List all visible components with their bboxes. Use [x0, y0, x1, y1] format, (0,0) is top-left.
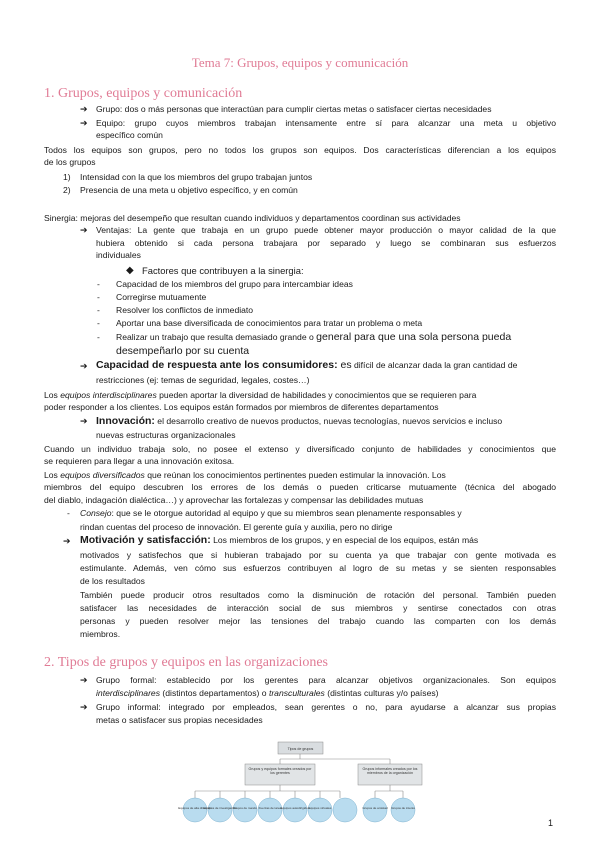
innovacion-line1 [96, 416, 502, 427]
factor-5-part-a: Realizar un trabajo que resulta demasiado grande o [116, 332, 317, 342]
ventajas-line3: individuales [96, 250, 141, 260]
diagram-leaf [391, 798, 415, 822]
diamond-bullet-icon: ◆ [126, 265, 134, 276]
intro-line2: de los grupos [44, 157, 96, 167]
diversif-pre: Los [44, 470, 61, 480]
motivacion-line1 [80, 535, 478, 546]
page-title: Tema 7: Grupos, equipos y comunicación [191, 55, 409, 70]
cuando-line2: se requieren para llegar a una innovación exitosa. [44, 456, 235, 466]
interdisc-line2: poder responder a los clientes. Los equipos están formados por miembros de diferentes departamentos [44, 402, 439, 412]
group-types-diagram [175, 738, 425, 838]
arrow-icon: ➔ [80, 104, 88, 114]
innovacion-rest: el desarrollo creativo de nuevos productos, nuevas tecnologías, nuevos servicios e incluso [154, 416, 503, 426]
cuando-line1: Cuando un individuo trabaja solo, no posee el extenso y diversificado conjunto de habilidades y conocimientos que [44, 444, 556, 454]
interdisc-line1 [44, 390, 476, 401]
tambien-line2: satisfacer las necesidades de interacción social de sus miembros y sentirse conectados con otras [80, 603, 556, 613]
diagram-leaf-label: Equipos autodirigidos [280, 806, 310, 810]
consejo-line1 [80, 508, 462, 519]
dash-marker: - [97, 292, 100, 302]
formal-text-1: (distintos departamentos) o [160, 688, 269, 698]
factor-item: Capacidad de los miembros del grupo para intercambiar ideas [116, 279, 353, 289]
innovacion-label: Innovación: [96, 415, 155, 427]
motivacion-rest: Los miembros de los grupos, y en especial de los equipos, están más [210, 535, 479, 545]
diagram-root-label: Tipos de grupos [287, 747, 314, 751]
motivacion-line2: motivados y satisfechos que si hubieran trabajado por su cuenta ya que trabajar con gente motivada es [80, 550, 556, 560]
interdisc-post: pueden aportar la diversidad de habilidades y conocimientos que se requieren para [156, 390, 477, 400]
tambien-line3: personas y pueden resolver mejor las tensiones del trabajo cuando las comparten con los demás [80, 616, 556, 626]
arrow-icon: ➔ [80, 416, 88, 426]
motivacion-line3: estimulante. Además, ven cómo sus esfuerzos contribuyen al logro de su metas y se sienten responsables [80, 563, 556, 573]
grupo-informal-line2: metas o satisfacer sus propias necesidades [96, 715, 263, 725]
ventajas-line2: hubiera obtenido si cada persona trabajara por separado y luego se combinaran sus esfuerzos [96, 238, 556, 248]
grupo-formal-line1: Grupo formal: establecido por los gerentes para alcanzar objetivos organizacionales. Son equipos [96, 675, 556, 685]
tambien-line4: miembros. [80, 629, 121, 639]
diagram-leaf-label: Fuerzas de tarea [258, 806, 282, 810]
diagram-leaf [258, 798, 282, 822]
diagram-leaf [183, 798, 207, 822]
motivacion-label: Motivación y satisfacción: [80, 534, 211, 546]
dash-marker: - [67, 508, 70, 518]
formal-text-2: (distintas culturas y/o países) [324, 688, 439, 698]
capacidad-rest: difícil de alcanzar dada la gran cantidad de [351, 360, 518, 370]
numbered-item: Presencia de una meta u objetivo específico, y en común [80, 185, 298, 195]
diagram-leaf-label: Equipos virtuales [308, 806, 332, 810]
diagram-informal-label: Grupos informales creados por los miembros de la organización [362, 767, 418, 775]
capacidad-line1 [96, 360, 517, 371]
factor-item-5-line2: desempeñarlo por su cuenta [116, 345, 250, 357]
def-equipo-line2: específico común [96, 130, 163, 140]
section-2-heading: 2. Tipos de grupos y equipos en las organizaciones [44, 655, 328, 670]
dash-marker: - [97, 332, 100, 342]
dash-marker: - [97, 279, 100, 289]
factor-item: Corregirse mutuamente [116, 292, 207, 302]
innovacion-line2: nuevas estructuras organizacionales [96, 430, 236, 440]
dash-marker: - [97, 318, 100, 328]
diagram-leaf-label: Equipos de investigación [203, 806, 237, 810]
page-number: 1 [548, 818, 554, 828]
diversif-line2: miembros del equipo descubren los errores de los demás o pueden criticarse mutuamente (técnica del abogado [44, 482, 556, 492]
diversif-post: que reúnan los conocimientos pertinentes pueden estimular la innovación. Los [144, 470, 446, 480]
diagram-leaf-label: Grupos de amistad [362, 806, 388, 810]
diagram-formal-label: Grupos y equipos formales creados por los gerentes [248, 767, 312, 775]
arrow-icon: ➔ [80, 675, 88, 685]
diagram-leaf [308, 798, 332, 822]
diagram-leaf [208, 798, 232, 822]
arrow-icon: ➔ [80, 702, 88, 712]
capacidad-line2: restricciones (ej: temas de seguridad, legales, costes…) [96, 375, 310, 385]
numbered-marker: 2) [63, 185, 71, 195]
intro-line1: Todos los equipos son grupos, pero no todos los grupos son equipos. Dos características diferencian a los equipos [44, 145, 556, 155]
diagram-leaf [283, 798, 307, 822]
dash-marker: - [97, 305, 100, 315]
capacidad-es: es [337, 359, 352, 371]
formal-em-1: interdisciplinares [96, 688, 161, 698]
diversif-line3: del diablo, indagación dialéctica…) y aprovechar las fortalezas y compensar las debilidades mutuas [44, 495, 424, 505]
formal-em-2: transculturales [268, 688, 325, 698]
motivacion-line4: de los resultados [80, 576, 145, 586]
diagram-leaf-label: Grupos de interés [391, 806, 415, 810]
arrow-icon: ➔ [80, 118, 88, 128]
grupo-formal-line2 [96, 688, 439, 699]
consejo-rest: : que se le otorgue autoridad al equipo y que su miembros sean plenamente responsables y [111, 508, 462, 518]
numbered-marker: 1) [63, 172, 71, 182]
ventajas-line1: Ventajas: La gente que trabaja en un grupo puede obtener mayor producción o mayor calidad de la que [96, 225, 556, 235]
consejo-line2: rindan cuentas del proceso de innovación. El gerente guía y auxilia, pero no dirige [80, 522, 393, 532]
factor-item: Resolver los conflictos de inmediato [116, 305, 254, 315]
diagram-leaf [333, 798, 357, 822]
grupo-informal-line1: Grupo informal: integrado por empleados, sean gerentes o no, para ayudarse a alcanzar sus propias [96, 702, 556, 712]
diagram-leaf [363, 798, 387, 822]
factor-item: Aportar una base diversificada de conocimientos para tratar un problema o meta [116, 318, 423, 328]
consejo-em: Consejo [80, 508, 112, 518]
capacidad-label: Capacidad de respuesta ante los consumidores: [96, 359, 338, 371]
numbered-item: Intensidad con la que los miembros del grupo trabajan juntos [80, 172, 313, 182]
interdisc-em: equipos interdisciplinares [60, 390, 157, 400]
arrow-icon: ➔ [80, 225, 88, 235]
arrow-icon: ➔ [63, 536, 71, 546]
diversif-em: equipos diversificados [60, 470, 145, 480]
diagram-leaf [233, 798, 257, 822]
def-equipo-line1: Equipo: grupo cuyos miembros trabajan intensamente entre sí para alcanzar una meta u objetivo [96, 118, 556, 128]
diagram-leaf-label: Equipos de alta dirección [178, 806, 212, 810]
tambien-line1: También puede producir otros resultados como la disminución de rotación del personal. También pueden [80, 590, 556, 600]
sinergia-definition: Sinergia: mejoras del desempeño que resultan cuando individuos y departamentos coordinan sus actividades [44, 213, 461, 223]
section-1-heading: 1. Grupos, equipos y comunicación [44, 86, 243, 101]
diagram-leaf-label: Grupos de mando [232, 806, 258, 810]
factores-title: Factores que contribuyen a la sinergia: [142, 265, 304, 276]
interdisc-pre: Los [44, 390, 61, 400]
arrow-icon: ➔ [80, 361, 88, 371]
def-grupo: Grupo: dos o más personas que interactúan para cumplir ciertas metas o satisfacer ciertas necesidades [96, 104, 492, 114]
factor-item-5 [116, 332, 511, 343]
diversif-line1 [44, 470, 446, 481]
factor-5-part-b: general para que una sola persona pueda [316, 331, 512, 343]
